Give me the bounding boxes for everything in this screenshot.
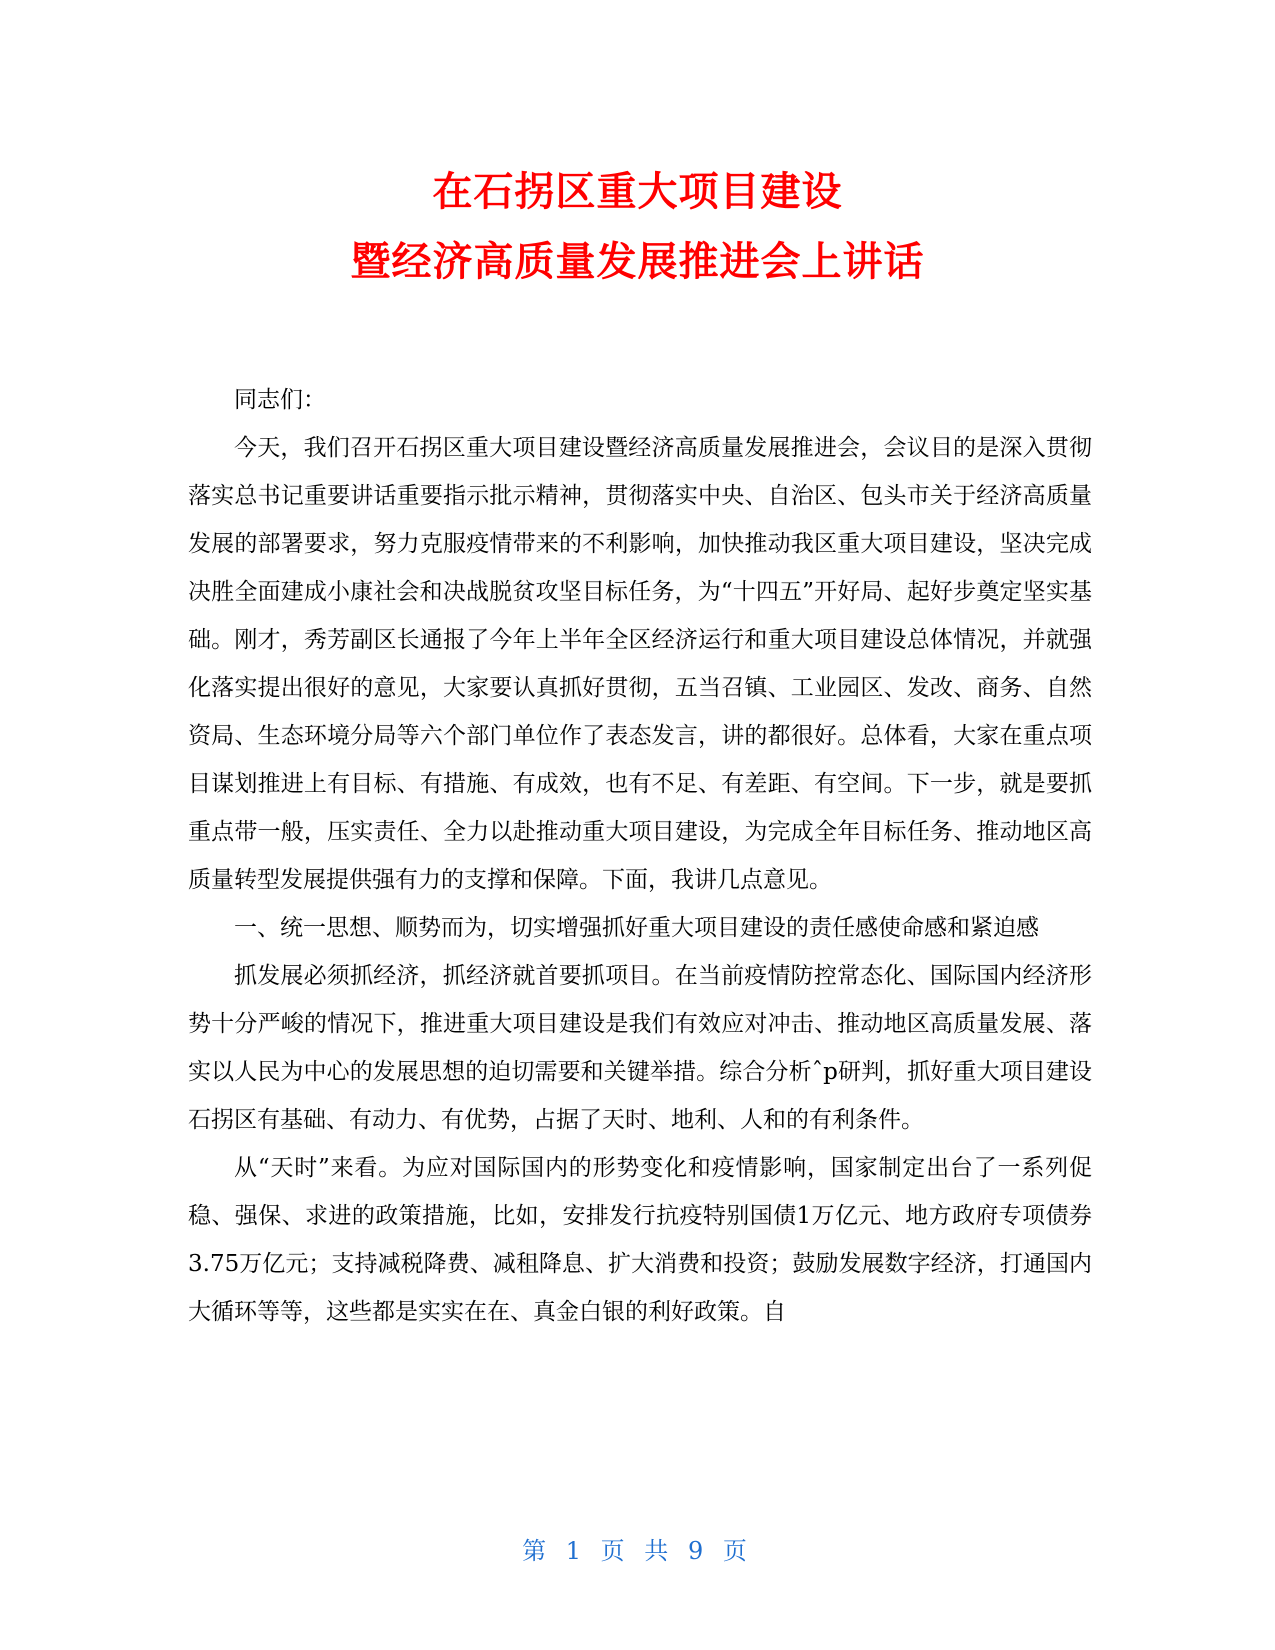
body-paragraph: 今天，我们召开石拐区重大项目建设暨经济高质量发展推进会，会议目的是深入贯彻落实总书记重要讲话重要指示批示精神，贯彻落实中央、自治区、包头市关于经济高质量发展的部署要求，努力克服疫情带来的不利影响，加快推动我区重大项目建设，坚决完成决胜全面建成小康社会和决战脱贫攻坚目标任务，为“十四五”开好局、起好步奠定坚实基础。刚才，秀芳副区长通报了今年上半年全区经济运行和重大项目建设总体情况，并就强化落实提出很好的意见，大家要认真抓好贯彻，五当召镇、工业园区、发改、商务、自然资局、生态环境分局等六个部门单位作了表态发言，讲的都很好。总体看，大家在重点项目谋划推进上有目标、有措施、有成效，也有不足、有差距、有空间。下一步，就是要抓重点带一般，压实责任、全力以赴推动重大项目建设，为完成全年目标任务、推动地区高质量转型发展提供强有力的支撑和保障。下面，我讲几点意见。 [188,435,1092,893]
document-body [188,376,1092,1336]
body-paragraph: 抓发展必须抓经济，抓经济就首要抓项目。在当前疫情防控常态化、国际国内经济形势十分严峻的情况下，推进重大项目建设是我们有效应对冲击、推动地区高质量发展、落实以人民为中心的发展思想的迫切需要和关键举措。综合分析ˆp研判，抓好重大项目建设石拐区有基础、有动力、有优势，占据了天时、地利、人和的有利条件。 [188,963,1092,1133]
salutation: 同志们： [234,387,326,413]
document-title-line-2: 暨经济高质量发展推进会上讲话 [350,239,925,285]
body-paragraph: 从“天时”来看。为应对国际国内的形势变化和疫情影响，国家制定出台了一系列促稳、强保、求进的政策措施，比如，安排发行抗疫特别国债1万亿元、地方政府专项债券3.75万亿元；支持减税降费、减租降息、扩大消费和投资；鼓励发展数字经济，打通国内大循环等等，这些都是实实在在、真金白银的利好政策。自 [188,1155,1092,1325]
section-heading: 一、统一思想、顺势而为，切实增强抓好重大项目建设的责任感使命感和紧迫感 [234,915,1039,941]
page-footer: 第 1 页 共 9 页 [522,1537,753,1565]
document-title-line-1: 在石拐区重大项目建设 [432,169,843,215]
